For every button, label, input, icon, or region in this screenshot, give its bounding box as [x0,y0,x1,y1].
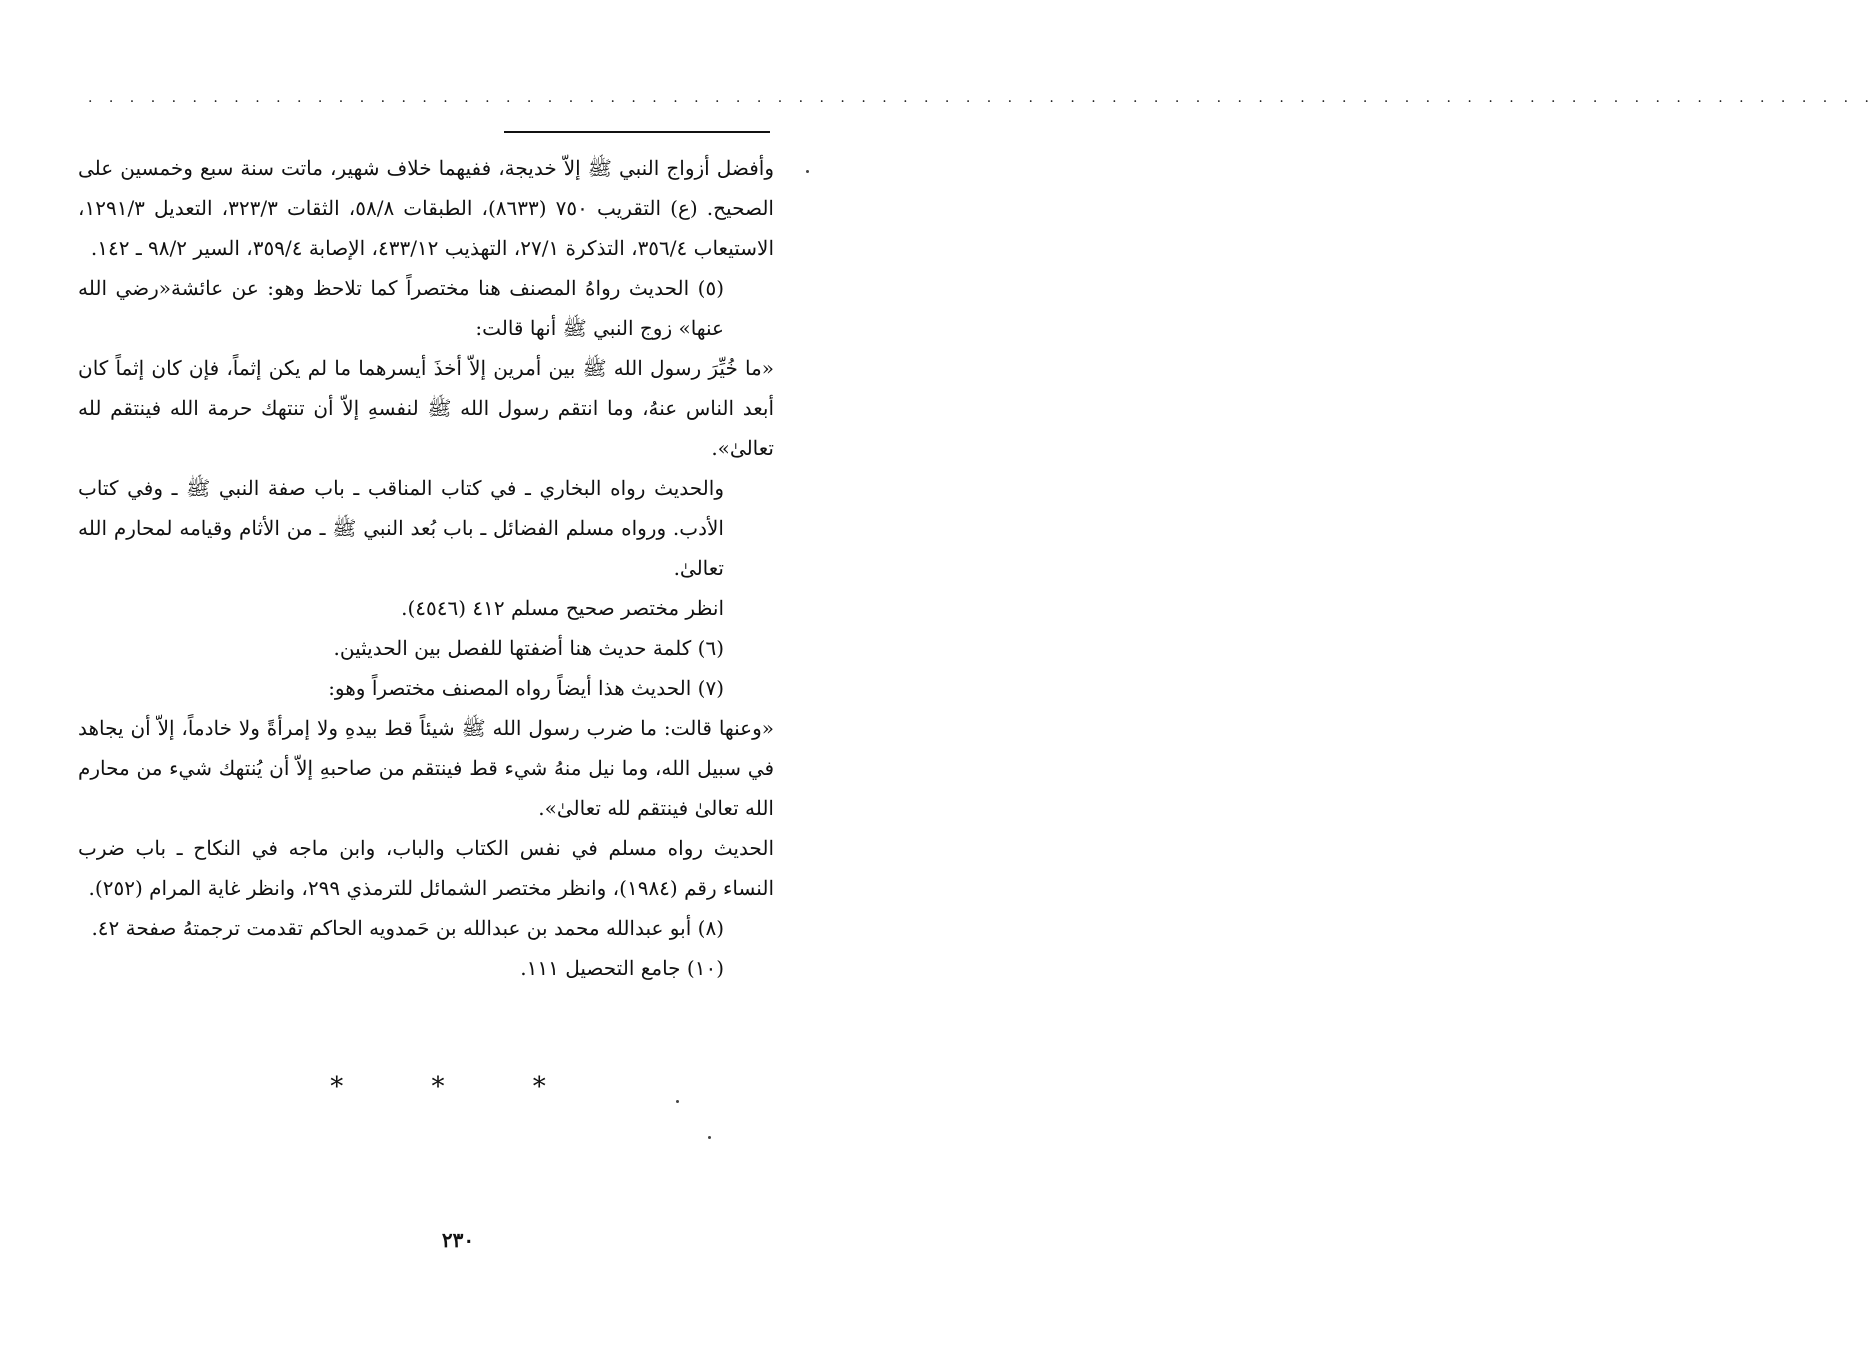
footnote-6: (٦) كلمة حديث هنا أضفتها للفصل بين الحديثين. [333,636,724,660]
footnote-rule [504,131,770,133]
hadith-quote-2: «وعنها قالت: ما ضرب رسول الله ﷺ شيئاً قط بيدهِ ولا إمرأةً ولا خادماً، إلاّ أن يجاهد في سبيل الله، وما نيل منهُ شيء قط فينتقم من صاحبهِ إلاّ أن يُنتهك شيء من محارم الله تعالىٰ فينتقم لله تعالىٰ». [78,716,774,820]
footnote-7: (٧) الحديث هذا أيضاً رواه المصنف مختصراً وهو: [328,676,724,700]
margin-speck [806,170,809,173]
footnotes [78,148,774,988]
hadith-source-2: الحديث رواه مسلم في نفس الكتاب والباب، وابن ماجه في النكاح ـ باب ضرب النساء رقم (١٩٨٤)، وانظر مختصر الشمائل للترمذي ٢٩٩، وانظر غاية المرام (٢٥٢). [78,836,774,900]
hadith-quote: «ما خُيِّرَ رسول الله ﷺ بين أمرين إلاّ أخذَ أيسرهما ما لم يكن إثماً، فإن كان إثماً كان أبعد الناس عنهُ، وما انتقم رسول الله ﷺ لنفسهِ إلاّ أن تنتهك حرمة الله فينتقم لله تعالىٰ». [78,356,775,460]
reference-line: انظر مختصر صحيح مسلم ٤١٢ (٤٥٤٦). [401,596,724,620]
margin-speck [676,1100,679,1103]
section-end-stars: * * * [330,1072,586,1102]
hadith-source: والحديث رواه البخاري ـ في كتاب المناقب ـ باب صفة النبي ﷺ ـ وفي كتاب الأدب. ورواه مسلم الفضائل ـ باب بُعد النبي ﷺ ـ من الأثام وقيامه لمحارم الله تعالىٰ. [78,476,724,580]
footnote-continuation: وأفضل أزواج النبي ﷺ إلاّ خديجة، ففيهما خلاف شهير، ماتت سنة سبع وخمسين على الصحيح. (ع) التقريب ٧٥٠ (٨٦٣٣)، الطبقات ٥٨/٨، الثقات ٣٢٣/٣، التعديل ١٢٩١/٣، الاستيعاب ٣٥٦/٤، التذكرة ٢٧/١، التهذيب ٤٣٣/١٢، الإصابة ٣٥٩/٤، السير ٩٨/٢ ـ ١٤٢. [78,156,774,260]
page-number: ٢٣٠ [441,1228,475,1252]
margin-speck [708,1136,711,1139]
footnote-8: (٨) أبو عبدالله محمد بن عبدالله بن حَمدويه الحاكم تقدمت ترجمتهُ صفحة ٤٢. [91,916,724,940]
dotted-separator: . . . . . . . . . . . . . . . . . . . . . . . . . . . . . . . . . . . . . . . . . . . . . . . . . . . . . . . . . . . . . . . . . . . . . . . . . . . . . . . . . . . . . . [88,90,1875,106]
footnote-5: (٥) الحديث رواهُ المصنف هنا مختصراً كما تلاحظ وهو: عن عائشة«رضي الله عنها» زوج النبي ﷺ أنها قالت: [78,276,724,340]
footnote-10: (١٠) جامع التحصيل ١١١. [520,956,724,980]
